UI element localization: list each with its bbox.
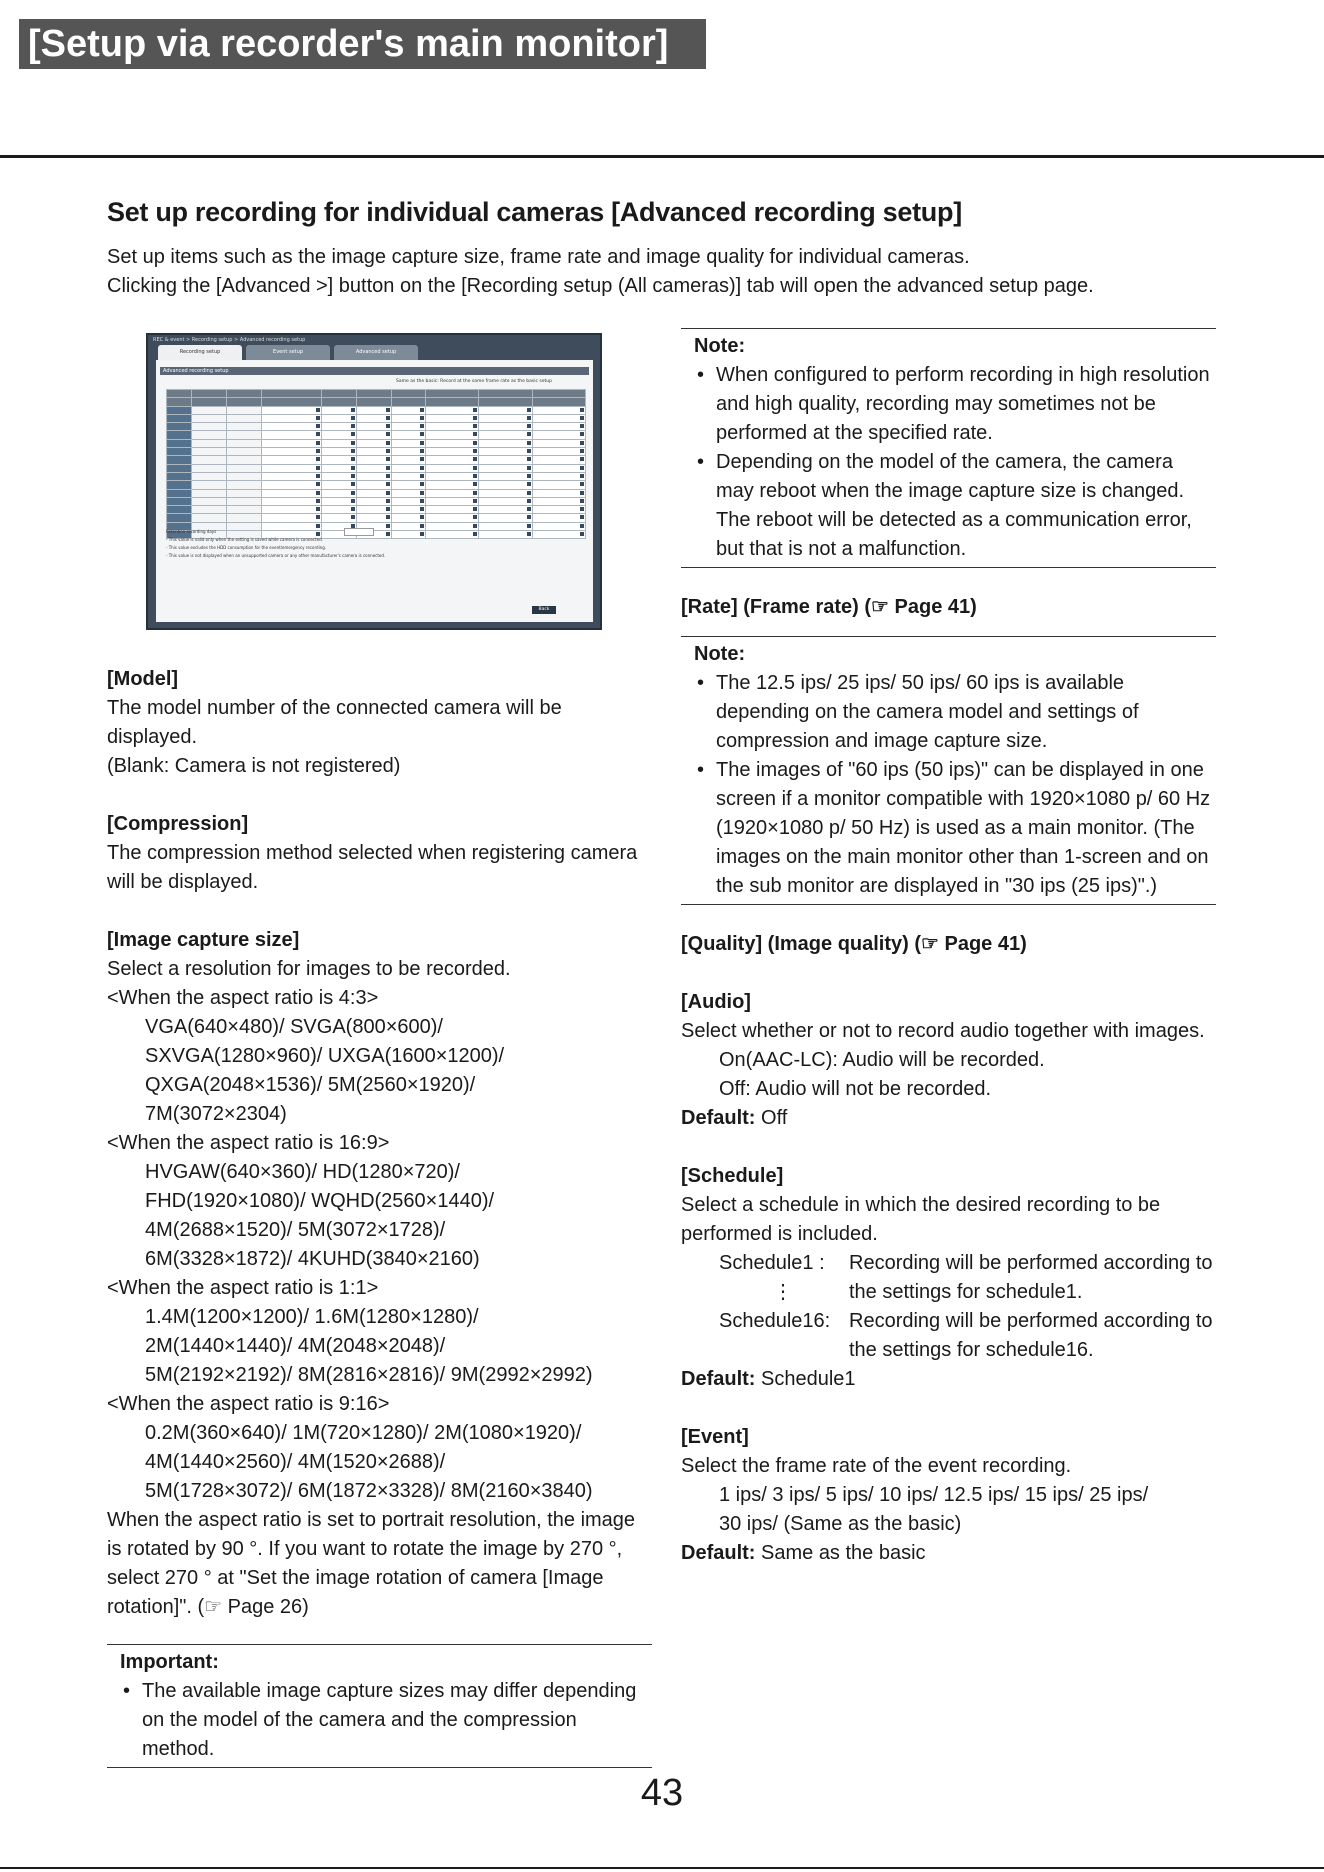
screenshot-table-cell (479, 431, 532, 439)
screenshot-table-cell (167, 506, 192, 514)
screenshot-table-cell (192, 439, 227, 447)
screenshot-table-cell (322, 406, 357, 414)
screenshot-table-cell (532, 431, 585, 439)
aspect-16-9-line: 6M(3328×1872)/ 4KUHD(3840×2160) (145, 1248, 480, 1270)
header-divider (0, 155, 1324, 158)
aspect-4-3-line: SXVGA(1280×960)/ UXGA(1600×1200)/ (145, 1045, 505, 1067)
schedule-heading: [Schedule] (681, 1165, 784, 1187)
screenshot-table-cell (227, 472, 262, 480)
screenshot-table-cell (426, 456, 479, 464)
screenshot-table-cell (426, 489, 479, 497)
intro-line-2: Clicking the [Advanced >] button on the [Recording setup (All cameras)] tab will open the advanced setup page. (107, 275, 1094, 297)
screenshot-table-cell (356, 456, 391, 464)
note-item: • The images of "60 ips (50 ips)" can be displayed in one screen if a monitor compatible with 1920×1080 p/ 60 Hz (1920×1080 p/ 50 Hz) is used as a main monitor. (The images on the main monitor other than 1-screen and on the sub monitor are displayed in "30 ips (25 ips)".) (694, 756, 1216, 901)
screenshot-table-cell (532, 489, 585, 497)
audio-default (681, 1104, 1216, 1133)
screenshot-table-cell (167, 406, 192, 414)
screenshot-table-cell (322, 423, 357, 431)
screenshot-table-cell (261, 489, 321, 497)
aspect-16-9-line: 4M(2688×1520)/ 5M(3072×1728)/ (145, 1219, 446, 1241)
screenshot-table-cell (479, 531, 532, 539)
screenshot-table-cell (167, 439, 192, 447)
screenshot-table-cell (261, 506, 321, 514)
screenshot-table-cell (391, 514, 426, 522)
left-column (107, 665, 652, 1768)
aspect-1-1-line: 2M(1440×1440)/ 4M(2048×2048)/ (145, 1335, 446, 1357)
schedule-key: Schedule1 : (719, 1252, 825, 1274)
screenshot-table-cell (227, 439, 262, 447)
screenshot-table-cell (426, 506, 479, 514)
screenshot-table-cell (322, 390, 357, 398)
aspect-9-16-heading: <When the aspect ratio is 9:16> (107, 1393, 390, 1415)
screenshot-table-cell (426, 398, 479, 406)
screenshot-table-cell (426, 439, 479, 447)
screenshot-table-cell (479, 456, 532, 464)
screenshot-table-cell (391, 448, 426, 456)
screenshot-table-cell (532, 506, 585, 514)
aspect-9-16-line: 5M(1728×3072)/ 6M(1872×3328)/ 8M(2160×3840) (145, 1480, 593, 1502)
screenshot-table-cell (391, 398, 426, 406)
screenshot-table-cell (261, 406, 321, 414)
screenshot-table-cell (479, 390, 532, 398)
screenshot-table-cell (426, 448, 479, 456)
capture-size-description: Select a resolution for images to be recorded. (107, 958, 511, 980)
screenshot-table-cell (192, 406, 227, 414)
aspect-16-9-heading: <When the aspect ratio is 16:9> (107, 1132, 390, 1154)
screenshot-table-cell (322, 439, 357, 447)
screenshot-table-cell (261, 439, 321, 447)
screenshot-table-cell (167, 489, 192, 497)
screenshot-table-cell (227, 456, 262, 464)
aspect-1-1-line: 1.4M(1200×1200)/ 1.6M(1280×1280)/ (145, 1306, 479, 1328)
screenshot-table-cell (192, 489, 227, 497)
screenshot-table-row (167, 481, 586, 489)
screenshot-table-cell (479, 464, 532, 472)
note-item: • When configured to perform recording in high resolution and high quality, recording may sometimes not be performed at the specified rate. (694, 361, 1216, 448)
intro-line-1: Set up items such as the image capture size, frame rate and image quality for individual cameras. (107, 246, 970, 268)
screenshot-table-cell (261, 414, 321, 422)
screenshot-table-cell (167, 456, 192, 464)
screenshot-table-cell (356, 506, 391, 514)
screenshot-table-cell (479, 423, 532, 431)
screenshot-table-cell (167, 414, 192, 422)
screenshot-table-cell (356, 472, 391, 480)
important-list (120, 1677, 652, 1764)
screenshot-table-cell (192, 448, 227, 456)
screenshot-table-cell (192, 472, 227, 480)
schedule-value: Recording will be performed according to the settings for schedule16. (849, 1310, 1213, 1361)
note-list (694, 361, 1216, 564)
screenshot-table-cell (192, 456, 227, 464)
default-label: Default: (681, 1107, 756, 1129)
screenshot-table-cell (479, 398, 532, 406)
audio-option-off: Off: Audio will not be recorded. (719, 1078, 992, 1100)
event-default (681, 1539, 1216, 1568)
screenshot-tab-recording-setup: Recording setup (158, 345, 242, 360)
default-value: Same as the basic (755, 1542, 926, 1564)
important-title: Important: (120, 1651, 219, 1673)
screenshot-table-cell (479, 414, 532, 422)
screenshot-table-cell (322, 398, 357, 406)
screenshot-table-cell (426, 431, 479, 439)
screenshot-table-cell (192, 514, 227, 522)
screenshot-table-cell (532, 456, 585, 464)
portrait-rotation-note: When the aspect ratio is set to portrait resolution, the image is rotated by 90 °. If you want to rotate the image by 270 °, select 270 ° at "Set the image rotation of camera [Image rotation]". (☞ Page 26) (107, 1509, 636, 1618)
advanced-recording-setup-screenshot (146, 333, 602, 630)
screenshot-panel-title: Advanced recording setup (160, 367, 589, 375)
screenshot-table-cell (479, 497, 532, 505)
audio-heading: [Audio] (681, 991, 751, 1013)
screenshot-table-cell (167, 481, 192, 489)
screenshot-table-cell (192, 506, 227, 514)
section-heading: Set up recording for individual cameras [Advanced recording setup] (107, 197, 962, 227)
screenshot-table-cell (356, 423, 391, 431)
screenshot-table-cell (532, 448, 585, 456)
screenshot-table-cell (426, 497, 479, 505)
aspect-9-16-line: 4M(1440×2560)/ 4M(1520×2688)/ (145, 1451, 446, 1473)
screenshot-table-cell (532, 414, 585, 422)
screenshot-table-cell (322, 464, 357, 472)
screenshot-table-cell (261, 514, 321, 522)
screenshot-table-cell (322, 456, 357, 464)
screenshot-table-cell (192, 481, 227, 489)
screenshot-table-cell (261, 464, 321, 472)
screenshot-table-cell (391, 481, 426, 489)
aspect-16-9-line: FHD(1920×1080)/ WQHD(2560×1440)/ (145, 1190, 495, 1212)
screenshot-table-cell (261, 390, 321, 398)
screenshot-table-cell (322, 506, 357, 514)
screenshot-table-cell (356, 398, 391, 406)
aspect-16-9-line: HVGAW(640×360)/ HD(1280×720)/ (145, 1161, 460, 1183)
screenshot-footer-note: - This value is valid only when the setting is saved while camera is connected. (166, 537, 323, 542)
screenshot-table-cell (167, 398, 192, 406)
screenshot-table-cell (227, 464, 262, 472)
screenshot-tab-advanced-setup: Advanced setup (334, 345, 418, 360)
screenshot-table-cell (356, 464, 391, 472)
screenshot-table-cell (479, 489, 532, 497)
model-blank-note: (Blank: Camera is not registered) (107, 755, 401, 777)
screenshot-table-row (167, 497, 586, 505)
screenshot-table-cell (356, 448, 391, 456)
note-list (694, 669, 1216, 901)
screenshot-table-cell (532, 398, 585, 406)
screenshot-table-cell (261, 448, 321, 456)
screenshot-table-cell (227, 489, 262, 497)
screenshot-footer-label: Retention recording days (166, 529, 217, 534)
screenshot-table-cell (356, 431, 391, 439)
screenshot-table-cell (391, 439, 426, 447)
screenshot-table-cell (479, 448, 532, 456)
screenshot-table-cell (391, 431, 426, 439)
screenshot-table-cell (167, 497, 192, 505)
screenshot-table-row (167, 456, 586, 464)
screenshot-table-row (167, 464, 586, 472)
screenshot-table-cell (227, 406, 262, 414)
screenshot-table-cell (192, 390, 227, 398)
screenshot-table-cell (532, 522, 585, 530)
default-value: Off (755, 1107, 788, 1129)
screenshot-table-row (167, 489, 586, 497)
chapter-title: [Setup via recorder's main monitor] (19, 19, 706, 69)
default-label: Default: (681, 1368, 756, 1390)
screenshot-table-cell (261, 398, 321, 406)
event-description: Select the frame rate of the event recording. (681, 1455, 1072, 1477)
screenshot-table-cell (322, 431, 357, 439)
screenshot-table-cell (192, 414, 227, 422)
screenshot-table-cell (532, 514, 585, 522)
screenshot-table-cell (227, 448, 262, 456)
screenshot-table-cell (391, 456, 426, 464)
screenshot-table-cell (356, 514, 391, 522)
important-item: • The available image capture sizes may differ depending on the model of the camera and the compression method. (120, 1677, 652, 1764)
note-title: Note: (694, 643, 746, 665)
aspect-4-3-line: 7M(3072×2304) (145, 1103, 287, 1125)
screenshot-table-row (167, 406, 586, 414)
screenshot-table-cell (426, 481, 479, 489)
aspect-1-1-line: 5M(2192×2192)/ 8M(2816×2816)/ 9M(2992×2992) (145, 1364, 593, 1386)
aspect-4-3-line: QXGA(2048×1536)/ 5M(2560×1920)/ (145, 1074, 476, 1096)
screenshot-table-cell (426, 472, 479, 480)
screenshot-table-cell (167, 390, 192, 398)
screenshot-table-cell (227, 506, 262, 514)
screenshot-table-row (167, 390, 586, 398)
screenshot-table-cell (261, 497, 321, 505)
screenshot-table-cell (167, 423, 192, 431)
schedule-row-1 (681, 1249, 1216, 1307)
screenshot-table-cell (426, 514, 479, 522)
note-box-recording (681, 328, 1216, 568)
screenshot-table-cell (192, 398, 227, 406)
screenshot-table-row (167, 398, 586, 406)
screenshot-table-cell (426, 464, 479, 472)
screenshot-table-cell (261, 472, 321, 480)
screenshot-table-cell (426, 423, 479, 431)
right-column (681, 328, 1216, 1568)
screenshot-table-cell (532, 423, 585, 431)
screenshot-table-cell (227, 414, 262, 422)
screenshot-footer-note: - This value is not displayed when an unsupported camera or any other manufacturer's camera is connected. (166, 553, 386, 558)
screenshot-table-cell (356, 406, 391, 414)
screenshot-panel (156, 360, 593, 622)
screenshot-table-cell (426, 406, 479, 414)
screenshot-table-row (167, 439, 586, 447)
screenshot-table-cell (532, 472, 585, 480)
aspect-1-1-heading: <When the aspect ratio is 1:1> (107, 1277, 379, 1299)
screenshot-table-cell (261, 423, 321, 431)
model-heading: [Model] (107, 668, 179, 690)
screenshot-table-cell (391, 497, 426, 505)
default-label: Default: (681, 1542, 756, 1564)
screenshot-table-cell (192, 497, 227, 505)
rate-heading: [Rate] (Frame rate) (☞ Page 41) (681, 596, 977, 618)
default-value: Schedule1 (755, 1368, 856, 1390)
screenshot-table-row (167, 514, 586, 522)
model-description: The model number of the connected camera will be displayed. (107, 697, 562, 748)
screenshot-table-cell (479, 522, 532, 530)
screenshot-table-row (167, 472, 586, 480)
screenshot-table-cell (167, 472, 192, 480)
screenshot-tab-event-setup: Event setup (246, 345, 330, 360)
screenshot-table-row (167, 423, 586, 431)
screenshot-table-cell (391, 414, 426, 422)
screenshot-caption: Same as the basic: Record at the same frame rate as the basic setup (396, 379, 552, 384)
screenshot-table-cell (391, 464, 426, 472)
screenshot-table-cell (426, 390, 479, 398)
screenshot-table-cell (322, 414, 357, 422)
screenshot-table-cell (227, 398, 262, 406)
screenshot-table-cell (227, 423, 262, 431)
screenshot-table-cell (532, 481, 585, 489)
screenshot-table-cell (356, 481, 391, 489)
screenshot-table-cell (532, 390, 585, 398)
screenshot-table-cell (391, 489, 426, 497)
screenshot-table-cell (261, 431, 321, 439)
screenshot-table-cell (322, 497, 357, 505)
screenshot-footer-note: - This value excludes the HDD consumption for the event/emergency recording. (166, 545, 327, 550)
important-box (107, 1644, 652, 1768)
screenshot-table-cell (167, 431, 192, 439)
screenshot-breadcrumb: REC & event > Recording setup > Advanced recording setup (153, 337, 306, 343)
screenshot-table-cell (356, 489, 391, 497)
screenshot-table-cell (479, 472, 532, 480)
screenshot-table-cell (227, 497, 262, 505)
screenshot-table-cell (479, 514, 532, 522)
screenshot-table-cell (479, 506, 532, 514)
screenshot-table-cell (532, 439, 585, 447)
note-box-rate (681, 636, 1216, 905)
screenshot-table-cell (426, 414, 479, 422)
screenshot-table-cell (479, 481, 532, 489)
screenshot-table-cell (479, 439, 532, 447)
screenshot-table-cell (192, 423, 227, 431)
audio-option-on: On(AAC-LC): Audio will be recorded. (719, 1049, 1045, 1071)
aspect-4-3-heading: <When the aspect ratio is 4:3> (107, 987, 379, 1009)
screenshot-table-cell (532, 464, 585, 472)
note-item: • The 12.5 ips/ 25 ips/ 50 ips/ 60 ips is available depending on the camera model and settings of compression and image capture size. (694, 669, 1216, 756)
screenshot-back-button: Back (532, 606, 556, 614)
screenshot-table-cell (356, 390, 391, 398)
schedule-row-16 (681, 1307, 1216, 1365)
screenshot-table-cell (261, 456, 321, 464)
screenshot-table-cell (532, 406, 585, 414)
screenshot-table-cell (391, 390, 426, 398)
screenshot-footer (166, 528, 486, 560)
schedule-key: Schedule16: (719, 1310, 831, 1332)
screenshot-table-cell (322, 489, 357, 497)
schedule-description: Select a schedule in which the desired recording to be performed is included. (681, 1194, 1161, 1245)
screenshot-table-cell (322, 481, 357, 489)
aspect-4-3-line: VGA(640×480)/ SVGA(800×600)/ (145, 1016, 443, 1038)
screenshot-table-cell (356, 497, 391, 505)
screenshot-table-cell (391, 406, 426, 414)
event-options-line: 1 ips/ 3 ips/ 5 ips/ 10 ips/ 12.5 ips/ 15 ips/ 25 ips/ (719, 1484, 1149, 1506)
screenshot-table-cell (167, 464, 192, 472)
screenshot-table-cell (227, 514, 262, 522)
screenshot-table-cell (192, 464, 227, 472)
note-title: Note: (694, 335, 746, 357)
screenshot-table-cell (167, 514, 192, 522)
schedule-default (681, 1365, 1216, 1394)
compression-heading: [Compression] (107, 813, 249, 835)
screenshot-table-cell (167, 448, 192, 456)
capture-size-heading: [Image capture size] (107, 929, 300, 951)
screenshot-table-cell (322, 448, 357, 456)
event-options-line: 30 ips/ (Same as the basic) (719, 1513, 962, 1535)
screenshot-table-cell (532, 531, 585, 539)
screenshot-table-cell (532, 497, 585, 505)
footer-divider (0, 1867, 1324, 1869)
aspect-9-16-line: 0.2M(360×640)/ 1M(720×1280)/ 2M(1080×1920)/ (145, 1422, 582, 1444)
screenshot-table-cell (356, 439, 391, 447)
screenshot-days-field (344, 528, 374, 536)
page-number: 43 (640, 1772, 684, 1814)
screenshot-tabs (148, 345, 600, 360)
screenshot-table-row (167, 431, 586, 439)
screenshot-table-cell (391, 423, 426, 431)
screenshot-table-row (167, 448, 586, 456)
audio-description: Select whether or not to record audio together with images. (681, 1020, 1205, 1042)
screenshot-table-cell (227, 431, 262, 439)
quality-heading: [Quality] (Image quality) (☞ Page 41) (681, 933, 1027, 955)
compression-description: The compression method selected when registering camera will be displayed. (107, 842, 638, 893)
screenshot-table-cell (479, 406, 532, 414)
screenshot-table-cell (391, 506, 426, 514)
event-heading: [Event] (681, 1426, 749, 1448)
schedule-ellipsis: ⋮ (773, 1281, 793, 1303)
screenshot-table-cell (322, 472, 357, 480)
screenshot-table-cell (192, 431, 227, 439)
screenshot-table-cell (227, 481, 262, 489)
note-item: • Depending on the model of the camera, the camera may reboot when the image capture size is changed. The reboot will be detected as a communication error, but that is not a malfunction. (694, 448, 1216, 564)
screenshot-table-row (167, 414, 586, 422)
screenshot-table-cell (356, 414, 391, 422)
screenshot-table-row (167, 506, 586, 514)
screenshot-table-cell (227, 390, 262, 398)
screenshot-table-cell (322, 514, 357, 522)
screenshot-camera-table (166, 389, 586, 539)
schedule-value: Recording will be performed according to the settings for schedule1. (849, 1252, 1213, 1303)
screenshot-table-cell (391, 472, 426, 480)
screenshot-table-cell (261, 481, 321, 489)
section-intro (107, 243, 1307, 301)
